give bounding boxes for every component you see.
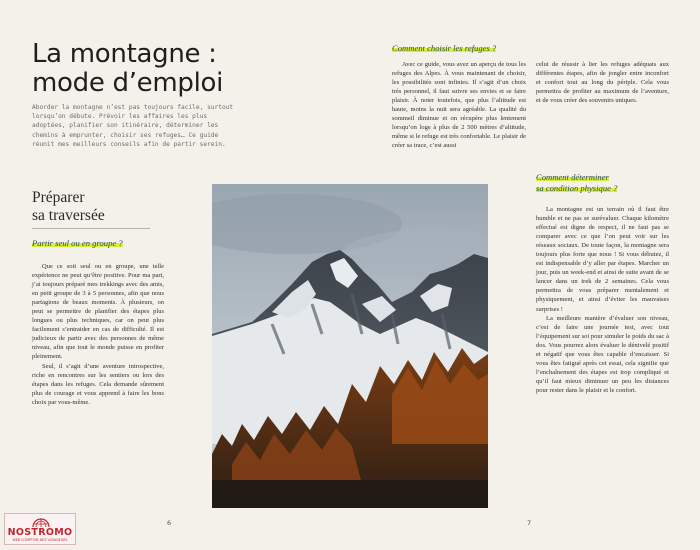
paragraph: La meilleure manière d’évaluer son niveau, c’est de faire une journée test, avec tout l’équipement sur soi pour simuler le poids du sac à dos. Vous pourrez alors évaluer le dénivelé positif et négatif que vous êtes capable d’encaisser. Si vous êtes fatigué après cet essai, cela signifie que l’enchaînement des étapes est trop compliqué et qu’il faut mieux diminuer un peu les distances pour rester dans le plaisir et le confort. (536, 314, 669, 394)
page-title (32, 40, 282, 98)
paragraph: Avec ce guide, vous avez un aperçu de tous les refuges des Alpes. À vous maintenant de choisir, les possibilités sont infinies. Il s’agit d’un choix très personnel, il faut suivre ses envies et se faire plaisir. À noter toutefois, que plus l’altitude est haute, moins la nuit sera agréable. La qualité du sommeil diminue et on récupère plus lentement lorsqu’on loge à plus de 2 500 mètres d’altitude, même si le refuge est très confortable. Le plaisir de créer sa trace, c’est aussi (392, 61, 526, 150)
intro-text: Aborder la montagne n’est pas toujours facile, surtout lorsqu’on débute. Prévoir les affaires les plus adoptées, planifier son itinéraire, déterminer les chemins à emprunter, choisir ses refuges… Ce guide réunit mes meilleurs conseils afin de partir serein. (32, 104, 234, 148)
section-heading-line-2: sa traversée (32, 207, 105, 224)
page-title-line-2: mode d’emploi (32, 68, 224, 98)
paragraph: Que ce soit seul ou en groupe, une telle expérience ne peut qu’être positive. Pour ma part, j’ai toujours préparé mes trekkings avec des amis, en petit groupe de 3 à 5 personnes, afin que nous partagions de beaux moments. À plusieurs, on peut se permettre de planifier des étapes plus longues ou plus techniques, car on peut plus facilement s’entraider en cas de difficulté. Il est judicieux de partir avec des personnes de même niveau, afin que tout le monde puisse en profiter pleinement. (32, 263, 164, 361)
page-number-right: 7 (527, 519, 532, 527)
subheading-condition-line-2: sa condition physique ? (536, 183, 618, 193)
left-column-text (32, 262, 164, 407)
nostromo-logo (4, 513, 76, 545)
subheading-seul-groupe (32, 238, 162, 249)
section-divider (32, 228, 150, 229)
section-heading (32, 189, 162, 225)
paragraph: celui de réussir à lier les refuges adéquats aux différentes étapes, afin de jongler entre inconfort et confort tout au long du périple. Cela vous permettra de profiter au maximum de l’aventure, et de vous créer des souvenirs uniques. (536, 61, 669, 105)
subheading-seul-groupe-text: Partir seul ou en groupe ? (32, 238, 123, 248)
subheading-condition (536, 172, 670, 194)
subheading-refuges-text: Comment choisir les refuges ? (392, 43, 497, 53)
subheading-refuges (392, 43, 532, 54)
section-heading-line-1: Préparer (32, 189, 85, 206)
paragraph: La montagne est un terrain où il faut être humble et ne pas se surévaluer. Chaque kilomètre effectué est digne de respect, il ne faut pas se comparer avec ce que l’on peut voir sur les réseaux sociaux. De toute façon, la montagne sera toujours plus forte que nous ! Si vous débutez, il est indispensable d’y aller par étapes. Marcher un jour, puis un week-end et ainsi de suite avant de se lancer dans un trek de 2 semaines. Cela vous permettra de vous préparer mentalement et physiquement, et ainsi d’éviter les mauvaises surprises ! (536, 206, 669, 313)
logo-tagline: WEB COMPTOIR DES VOYAGEURS (12, 538, 68, 542)
refuges-column-2 (536, 60, 669, 105)
logo-name: NOSTROMO (7, 527, 73, 538)
paragraph: Seul, il s’agit d’une aventure introspective, riche en rencontres sur les sentiers ou lors des étapes dans les refuges. Cela demande sûrement plus de courage et vous apprend à faire les bons choix par vous-même. (32, 362, 164, 406)
page-number-left: 6 (167, 519, 172, 527)
refuges-column-1 (392, 60, 526, 150)
page-title-line-1: La montagne : (32, 39, 217, 69)
mountain-photo (212, 184, 488, 508)
condition-column-text (536, 205, 669, 395)
subheading-condition-line-1: Comment déterminer (536, 172, 609, 182)
